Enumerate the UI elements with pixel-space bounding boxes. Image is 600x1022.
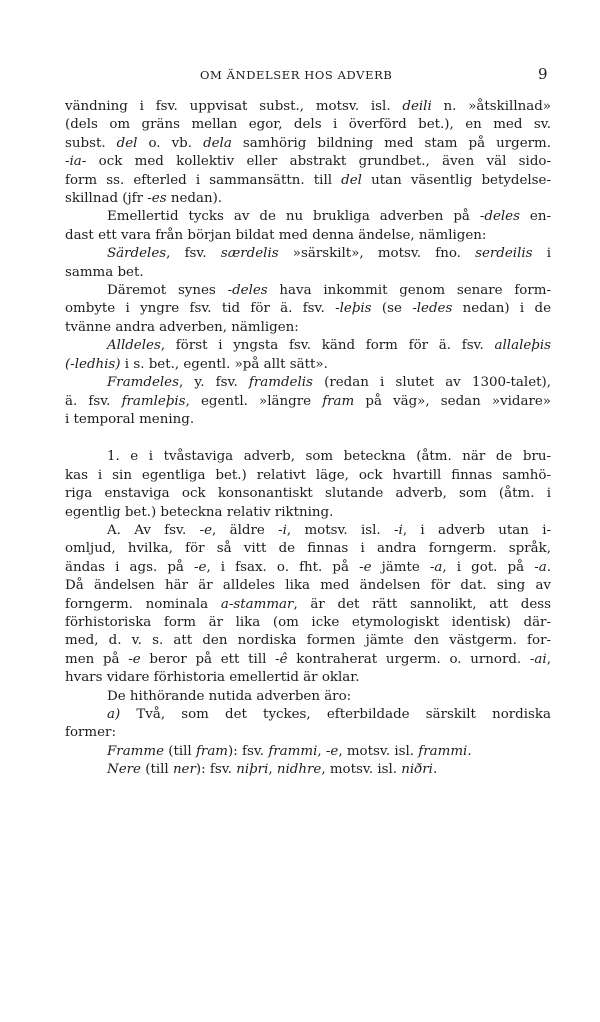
paragraph bbox=[65, 688, 551, 706]
text-line: omljud, hvilka, för så vitt de finnas i andra forngerm. språk, bbox=[65, 541, 551, 557]
text-line: kas i sin egentliga bet.) relativt läge, ock hvartill finnas samhö- bbox=[65, 467, 551, 483]
text-line: form ss. efterled i sammansättn. till del utan väsentlig betydelse- bbox=[65, 172, 552, 188]
page-header bbox=[0, 65, 600, 88]
text-line: riga enstaviga ock konsonantiskt slutande adverb, som (åtm. i bbox=[65, 486, 551, 502]
text-line: 1. e i tvåstaviga adverb, som beteckna (åtm. när de bru- bbox=[107, 449, 551, 465]
text-line: Emellertid tycks av de nu brukliga adverben på -deles en- bbox=[107, 209, 551, 225]
text-line: hvars vidare förhistoria emellertid är oklar. bbox=[65, 670, 360, 686]
entry bbox=[65, 245, 551, 282]
paragraph bbox=[65, 98, 551, 208]
text-line: former: bbox=[65, 725, 116, 741]
text-line: tvänne andra adverben, nämligen: bbox=[65, 319, 299, 335]
text-line: (dels om gräns mellan egor, dels i överförd bet.), en med sv. bbox=[65, 117, 551, 133]
text-line: ändas i ags. på -e, i fsax. o. fht. på -e jämte -a, i got. på -a. bbox=[65, 559, 551, 575]
entry bbox=[65, 337, 551, 374]
page-number: 9 bbox=[538, 65, 548, 83]
text-line: ombyte i yngre fsv. tid för ä. fsv. -leþis (se -ledes nedan) i de bbox=[65, 301, 551, 317]
text-line: Alldeles, först i yngsta fsv. känd form för ä. fsv. allaleþis bbox=[107, 338, 551, 354]
text-line: forngerm. nominala a-stammar, är det rätt sannolikt, att dess bbox=[65, 596, 551, 612]
text-line: med, d. v. s. att den nordiska formen jämte den västgerm. for- bbox=[65, 633, 551, 649]
text-line: dast ett vara från början bildat med denna ändelse, nämligen: bbox=[65, 227, 487, 243]
text-line: vändning i fsv. uppvisat subst., motsv. isl. deili n. »åtskillnad» bbox=[65, 99, 551, 114]
text-line: i temporal mening. bbox=[65, 411, 195, 427]
body-text bbox=[65, 98, 551, 780]
text-line: (-ledhis) i s. bet., egentl. »på allt sätt». bbox=[65, 356, 328, 372]
text-line: samma bet. bbox=[65, 264, 144, 280]
text-line: ä. fsv. framleþis, egentl. »längre fram på väg», sedan »vidare» bbox=[65, 393, 551, 409]
text-line: Däremot synes -deles hava inkommit genom senare form- bbox=[107, 283, 551, 299]
text-line: subst. del o. vb. dela samhörig bildning med stam på urgerm. bbox=[65, 135, 552, 151]
paragraph bbox=[65, 448, 551, 522]
text-line: a) Två, som det tyckes, efterbildade särskilt nordiska bbox=[107, 707, 551, 722]
text-line: förhistoriska form är lika (om icke etymologiskt identisk) där- bbox=[65, 614, 551, 630]
text-line: Nere (till ner): fsv. niþri, nidhre, motsv. isl. niðri. bbox=[107, 762, 438, 778]
text-line: Framdeles, y. fsv. framdelis (redan i slutet av 1300-talet), bbox=[107, 375, 551, 391]
section-gap bbox=[65, 429, 551, 448]
text-line: egentlig bet.) beteckna relativ riktning. bbox=[65, 504, 334, 520]
text-line: men på -e beror på ett till -ê kontraherat urgerm. o. urnord. -ai, bbox=[65, 651, 551, 667]
entry bbox=[65, 743, 551, 780]
text-line: De hithörande nutida adverben äro: bbox=[107, 688, 352, 704]
paragraph bbox=[65, 522, 551, 688]
text-line: skillnad (jfr -es nedan). bbox=[65, 191, 223, 207]
text-line: -ia- ock med kollektiv eller abstrakt grundbet., även väl sido- bbox=[65, 154, 551, 170]
paragraph bbox=[65, 282, 551, 337]
text-line: Framme (till fram): fsv. frammi, -e, motsv. isl. frammi. bbox=[107, 743, 472, 759]
text-line: A. Av fsv. -e, äldre -i, motsv. isl. -i, i adverb utan i- bbox=[107, 522, 551, 538]
running-title: OM ÄNDELSER HOS ADVERB bbox=[200, 68, 393, 82]
paragraph bbox=[65, 706, 551, 743]
entry bbox=[65, 374, 551, 429]
text-line: Särdeles, fsv. særdelis »särskilt», motsv. fno. serdeilis i bbox=[107, 246, 551, 262]
paragraph bbox=[65, 208, 551, 245]
text-line: Då ändelsen här är alldeles lika med ändelsen för dat. sing av bbox=[65, 578, 551, 594]
